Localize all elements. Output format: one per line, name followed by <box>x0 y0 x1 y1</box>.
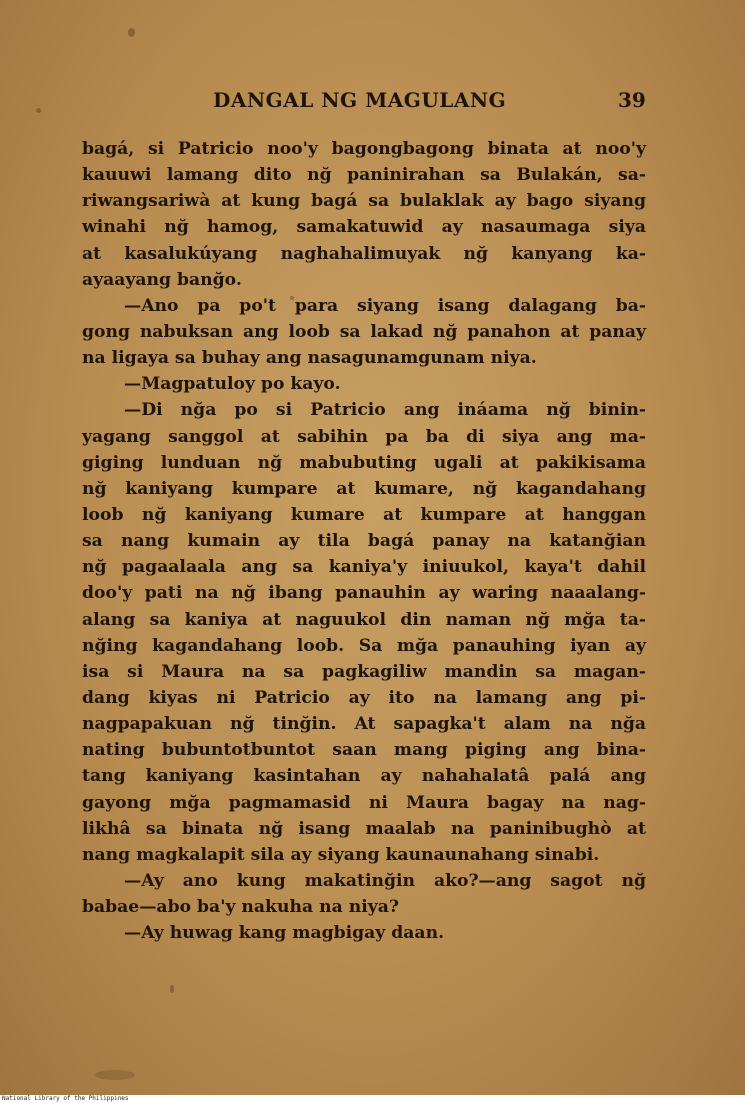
running-title: DANGAL NG MAGULANG <box>213 88 507 112</box>
text-line: doo'y pati na nğ ibang panauhin ay waring naaalang- <box>82 583 646 604</box>
text-line: giging lunduan nğ mabubuting ugali at pakikisama <box>82 452 646 473</box>
text-line: —Ay huwag kang magbigay daan. <box>124 923 445 944</box>
text-line: babae—abo ba'y nakuha na niya? <box>82 897 399 918</box>
paper-stain <box>170 985 174 993</box>
text-line: —Ano pa po't para siyang isang dalagang ba- <box>124 295 646 316</box>
text-line: nğ kaniyang kumpare at kumare, nğ kagandahang <box>82 478 646 499</box>
text-line: na ligaya sa buhay ang nasagunamgunam niya. <box>82 348 537 369</box>
body-text <box>82 136 646 946</box>
text-line: gayong mğa pagmamasid ni Maura bagay na nag- <box>82 792 646 813</box>
text-line: —Ay ano kung makatinğin ako?—ang sagot nğ <box>124 870 646 891</box>
text-line: riwangsariwà at kung bagá sa bulaklak ay bago siyang <box>82 191 646 212</box>
paper-stain <box>95 1070 135 1080</box>
text-line: —Magpatuloy po kayo. <box>124 374 341 395</box>
paper-stain <box>128 28 135 37</box>
page-number: 39 <box>618 88 646 112</box>
text-line: dang kiyas ni Patricio ay ito na lamang ang pi- <box>82 687 646 708</box>
page-header <box>0 88 745 118</box>
text-line: nating bubuntotbuntot saan mang piging ang bina- <box>82 740 646 761</box>
text-line: nğ pagaalaala ang sa kaniya'y iniuukol, kaya't dahil <box>82 557 646 578</box>
text-line: ayaayang banğo. <box>82 269 242 290</box>
library-watermark: National Library of the Philippines <box>0 1095 745 1103</box>
text-line: nagpapakuan nğ tinğin. At sapagka't alam na nğa <box>82 714 646 735</box>
text-line: isa si Maura na sa pagkagiliw mandin sa magan- <box>82 661 646 682</box>
text-line: bagá, si Patricio noo'y bagongbagong binata at noo'y <box>82 139 646 159</box>
text-line: kauuwi lamang dito nğ paninirahan sa Bulakán, sa- <box>82 165 646 186</box>
text-line: tang kaniyang kasintahan ay nahahalatâ palá ang <box>82 766 646 787</box>
text-line: —Di nğa po si Patricio ang ináama nğ binin- <box>124 400 646 421</box>
text-line: nğing kagandahang loob. Sa mğa panauhing iyan ay <box>82 635 646 656</box>
text-line: yagang sanggol at sabihin pa ba di siya ang ma- <box>82 426 646 447</box>
text-line: nang magkalapit sila ay siyang kaunaunahang sinabi. <box>82 844 600 865</box>
text-line: likhâ sa binata nğ isang maalab na paninibughò at <box>82 818 646 839</box>
text-line: gong nabuksan ang loob sa lakad nğ panahon at panay <box>82 321 646 342</box>
text-line: winahi nğ hamog, samakatuwid ay nasaumaga siya <box>82 217 646 238</box>
text-line: alang sa kaniya at naguukol din naman nğ mğa ta- <box>82 609 646 630</box>
text-line: at kasalukúyang naghahalimuyak nğ kanyang ka- <box>82 243 646 264</box>
text-line: sa nang kumain ay tila bagá panay na katanğian <box>82 531 646 552</box>
text-line: loob nğ kaniyang kumare at kumpare at hanggan <box>82 504 646 525</box>
